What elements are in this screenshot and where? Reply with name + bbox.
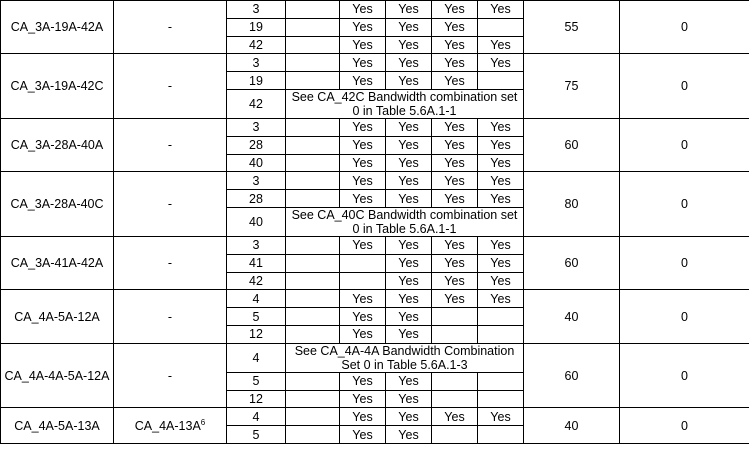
bandwidth-support-cell: Yes bbox=[386, 372, 432, 390]
bandwidth-support-cell: Yes bbox=[340, 36, 386, 54]
bandwidth-support-cell: Yes bbox=[432, 36, 478, 54]
bandwidth-support-cell: Yes bbox=[478, 36, 524, 54]
bandwidth-support-cell bbox=[286, 272, 340, 290]
bandwidth-support-cell bbox=[478, 325, 524, 343]
fallback-combination-text: - bbox=[167, 309, 173, 324]
eutra-band-cell: 41 bbox=[227, 254, 286, 272]
ca-combination-cell: CA_4A-5A-12A bbox=[1, 290, 114, 343]
ca-combination-cell: CA_3A-19A-42A bbox=[1, 1, 114, 54]
bandwidth-support-cell bbox=[286, 136, 340, 154]
bandwidth-support-cell: Yes bbox=[432, 272, 478, 290]
bandwidth-support-cell: Yes bbox=[386, 290, 432, 308]
table-row bbox=[1, 236, 749, 254]
bandwidth-support-cell bbox=[286, 372, 340, 390]
max-aggregated-bandwidth-cell: 60 bbox=[524, 118, 620, 171]
bandwidth-support-cell bbox=[286, 54, 340, 72]
bandwidth-support-cell: Yes bbox=[340, 426, 386, 444]
bandwidth-support-cell: Yes bbox=[340, 372, 386, 390]
eutra-band-cell: 19 bbox=[227, 72, 286, 90]
bandwidth-support-cell: Yes bbox=[432, 136, 478, 154]
ca-combination-cell: CA_3A-28A-40A bbox=[1, 118, 114, 171]
bandwidth-support-cell: Yes bbox=[478, 154, 524, 172]
bandwidth-support-cell: Yes bbox=[340, 308, 386, 326]
bandwidth-combination-set-cell: 0 bbox=[620, 343, 749, 408]
bandwidth-support-cell bbox=[286, 325, 340, 343]
bandwidth-support-cell: Yes bbox=[340, 72, 386, 90]
bandwidth-support-cell: Yes bbox=[340, 18, 386, 36]
table-row bbox=[1, 54, 749, 72]
bandwidth-support-cell: Yes bbox=[478, 118, 524, 136]
bandwidth-support-cell bbox=[286, 154, 340, 172]
fallback-combination-cell bbox=[114, 54, 227, 119]
eutra-band-cell: 19 bbox=[227, 18, 286, 36]
eutra-band-cell: 42 bbox=[227, 89, 286, 118]
bandwidth-support-cell: Yes bbox=[386, 154, 432, 172]
bandwidth-support-cell: Yes bbox=[478, 1, 524, 19]
bandwidth-support-cell: Yes bbox=[340, 54, 386, 72]
eutra-band-cell: 3 bbox=[227, 1, 286, 19]
bandwidth-support-cell: Yes bbox=[478, 254, 524, 272]
fallback-combination-cell bbox=[114, 408, 227, 444]
bandwidth-support-cell bbox=[286, 390, 340, 408]
max-aggregated-bandwidth-cell: 80 bbox=[524, 172, 620, 237]
bandwidth-support-cell bbox=[478, 426, 524, 444]
bandwidth-support-cell: Yes bbox=[386, 390, 432, 408]
bandwidth-support-cell: Yes bbox=[340, 190, 386, 208]
bandwidth-reference-cell: See CA_4A-4A Bandwidth Combination Set 0 in Table 5.6A.1-3 bbox=[286, 343, 524, 372]
bandwidth-support-cell bbox=[286, 308, 340, 326]
eutra-band-cell: 4 bbox=[227, 408, 286, 426]
bandwidth-support-cell bbox=[478, 72, 524, 90]
bandwidth-support-cell: Yes bbox=[340, 136, 386, 154]
bandwidth-support-cell bbox=[340, 272, 386, 290]
ca-combination-cell: CA_3A-41A-42A bbox=[1, 236, 114, 289]
bandwidth-support-cell bbox=[478, 390, 524, 408]
bandwidth-support-cell bbox=[478, 372, 524, 390]
bandwidth-support-cell: Yes bbox=[478, 272, 524, 290]
eutra-band-cell: 12 bbox=[227, 390, 286, 408]
bandwidth-support-cell bbox=[432, 308, 478, 326]
bandwidth-combination-set-cell: 0 bbox=[620, 236, 749, 289]
fallback-combination-text: - bbox=[167, 197, 173, 212]
fallback-combination-cell bbox=[114, 1, 227, 54]
bandwidth-support-cell: Yes bbox=[386, 408, 432, 426]
bandwidth-support-cell bbox=[286, 118, 340, 136]
bandwidth-support-cell: Yes bbox=[478, 290, 524, 308]
bandwidth-support-cell bbox=[432, 426, 478, 444]
table-row bbox=[1, 1, 749, 19]
bandwidth-support-cell bbox=[478, 308, 524, 326]
bandwidth-support-cell bbox=[478, 18, 524, 36]
table-row bbox=[1, 172, 749, 190]
fallback-combination-text: CA_4A-13A bbox=[134, 418, 201, 433]
ca-combination-cell: CA_3A-28A-40C bbox=[1, 172, 114, 237]
eutra-band-cell: 3 bbox=[227, 172, 286, 190]
bandwidth-support-cell: Yes bbox=[386, 18, 432, 36]
bandwidth-combination-set-cell: 0 bbox=[620, 118, 749, 171]
eutra-band-cell: 12 bbox=[227, 325, 286, 343]
bandwidth-support-cell: Yes bbox=[340, 154, 386, 172]
bandwidth-support-cell: Yes bbox=[432, 118, 478, 136]
bandwidth-support-cell: Yes bbox=[478, 190, 524, 208]
table-row bbox=[1, 290, 749, 308]
max-aggregated-bandwidth-cell: 55 bbox=[524, 1, 620, 54]
bandwidth-support-cell: Yes bbox=[386, 118, 432, 136]
eutra-band-cell: 42 bbox=[227, 36, 286, 54]
bandwidth-support-cell: Yes bbox=[432, 54, 478, 72]
eutra-band-cell: 4 bbox=[227, 343, 286, 372]
bandwidth-support-cell: Yes bbox=[432, 1, 478, 19]
bandwidth-support-cell: Yes bbox=[432, 172, 478, 190]
bandwidth-support-cell: Yes bbox=[432, 236, 478, 254]
bandwidth-support-cell bbox=[286, 290, 340, 308]
bandwidth-support-cell: Yes bbox=[386, 172, 432, 190]
bandwidth-support-cell: Yes bbox=[340, 172, 386, 190]
bandwidth-support-cell: Yes bbox=[386, 426, 432, 444]
bandwidth-support-cell bbox=[432, 372, 478, 390]
bandwidth-support-cell: Yes bbox=[386, 308, 432, 326]
fallback-combination-cell bbox=[114, 290, 227, 343]
fallback-combination-cell bbox=[114, 118, 227, 171]
bandwidth-support-cell: Yes bbox=[386, 36, 432, 54]
fallback-combination-cell bbox=[114, 172, 227, 237]
bandwidth-support-cell: Yes bbox=[340, 325, 386, 343]
bandwidth-support-cell bbox=[340, 254, 386, 272]
eutra-band-cell: 40 bbox=[227, 154, 286, 172]
bandwidth-support-cell: Yes bbox=[386, 1, 432, 19]
eutra-band-cell: 3 bbox=[227, 118, 286, 136]
bandwidth-support-cell: Yes bbox=[340, 390, 386, 408]
bandwidth-support-cell: Yes bbox=[432, 190, 478, 208]
bandwidth-support-cell: Yes bbox=[386, 325, 432, 343]
max-aggregated-bandwidth-cell: 40 bbox=[524, 408, 620, 444]
bandwidth-support-cell: Yes bbox=[432, 254, 478, 272]
ca-combination-cell: CA_3A-19A-42C bbox=[1, 54, 114, 119]
bandwidth-support-cell: Yes bbox=[478, 136, 524, 154]
bandwidth-support-cell bbox=[286, 18, 340, 36]
bandwidth-support-cell bbox=[432, 390, 478, 408]
bandwidth-support-cell: Yes bbox=[386, 54, 432, 72]
eutra-band-cell: 40 bbox=[227, 207, 286, 236]
bandwidth-support-cell: Yes bbox=[386, 236, 432, 254]
bandwidth-combination-set-cell: 0 bbox=[620, 172, 749, 237]
bandwidth-support-cell: Yes bbox=[340, 236, 386, 254]
eutra-band-cell: 5 bbox=[227, 372, 286, 390]
max-aggregated-bandwidth-cell: 60 bbox=[524, 236, 620, 289]
fallback-combination-text: - bbox=[167, 368, 173, 383]
bandwidth-support-cell bbox=[432, 325, 478, 343]
fallback-combination-cell bbox=[114, 236, 227, 289]
bandwidth-support-cell: Yes bbox=[340, 290, 386, 308]
bandwidth-support-cell: Yes bbox=[340, 408, 386, 426]
eutra-band-cell: 28 bbox=[227, 136, 286, 154]
bandwidth-reference-cell: See CA_40C Bandwidth combination set 0 in Table 5.6A.1-1 bbox=[286, 207, 524, 236]
ca-combination-cell: CA_4A-4A-5A-12A bbox=[1, 343, 114, 408]
eutra-band-cell: 3 bbox=[227, 236, 286, 254]
bandwidth-support-cell: Yes bbox=[386, 254, 432, 272]
bandwidth-combination-set-cell: 0 bbox=[620, 408, 749, 444]
bandwidth-support-cell: Yes bbox=[386, 272, 432, 290]
bandwidth-support-cell bbox=[286, 172, 340, 190]
eutra-band-cell: 28 bbox=[227, 190, 286, 208]
bandwidth-support-cell: Yes bbox=[386, 72, 432, 90]
bandwidth-support-cell: Yes bbox=[432, 154, 478, 172]
fallback-combination-cell bbox=[114, 343, 227, 408]
bandwidth-reference-cell: See CA_42C Bandwidth combination set 0 in Table 5.6A.1-1 bbox=[286, 89, 524, 118]
eutra-band-cell: 3 bbox=[227, 54, 286, 72]
table-row bbox=[1, 118, 749, 136]
bandwidth-support-cell: Yes bbox=[386, 190, 432, 208]
bandwidth-support-cell: Yes bbox=[432, 290, 478, 308]
bandwidth-support-cell: Yes bbox=[478, 172, 524, 190]
eutra-band-cell: 4 bbox=[227, 290, 286, 308]
bandwidth-support-cell bbox=[286, 72, 340, 90]
bandwidth-support-cell: Yes bbox=[478, 236, 524, 254]
eutra-band-cell: 42 bbox=[227, 272, 286, 290]
max-aggregated-bandwidth-cell: 60 bbox=[524, 343, 620, 408]
bandwidth-combination-set-cell: 0 bbox=[620, 1, 749, 54]
fallback-combination-text: - bbox=[167, 20, 173, 35]
bandwidth-combination-set-cell: 0 bbox=[620, 54, 749, 119]
bandwidth-support-cell: Yes bbox=[432, 408, 478, 426]
bandwidth-support-cell: Yes bbox=[432, 18, 478, 36]
eutra-band-cell: 5 bbox=[227, 308, 286, 326]
bandwidth-support-cell bbox=[286, 1, 340, 19]
bandwidth-support-cell: Yes bbox=[478, 408, 524, 426]
bandwidth-support-cell: Yes bbox=[478, 54, 524, 72]
fallback-combination-text: - bbox=[167, 138, 173, 153]
bandwidth-support-cell bbox=[286, 254, 340, 272]
bandwidth-support-cell bbox=[286, 236, 340, 254]
table-row bbox=[1, 408, 749, 426]
bandwidth-support-cell: Yes bbox=[340, 1, 386, 19]
bandwidth-support-cell: Yes bbox=[386, 136, 432, 154]
bandwidth-support-cell bbox=[286, 426, 340, 444]
bandwidth-combination-set-cell: 0 bbox=[620, 290, 749, 343]
bandwidth-support-cell: Yes bbox=[432, 72, 478, 90]
footnote-marker: 6 bbox=[200, 417, 206, 427]
table-row bbox=[1, 343, 749, 372]
eutra-band-cell: 5 bbox=[227, 426, 286, 444]
bandwidth-support-cell bbox=[286, 36, 340, 54]
ca-combination-cell: CA_4A-5A-13A bbox=[1, 408, 114, 444]
fallback-combination-text: - bbox=[167, 256, 173, 271]
bandwidth-support-cell bbox=[286, 408, 340, 426]
max-aggregated-bandwidth-cell: 40 bbox=[524, 290, 620, 343]
fallback-combination-text: - bbox=[167, 79, 173, 94]
bandwidth-support-cell: Yes bbox=[340, 118, 386, 136]
bandwidth-support-cell bbox=[286, 190, 340, 208]
max-aggregated-bandwidth-cell: 75 bbox=[524, 54, 620, 119]
